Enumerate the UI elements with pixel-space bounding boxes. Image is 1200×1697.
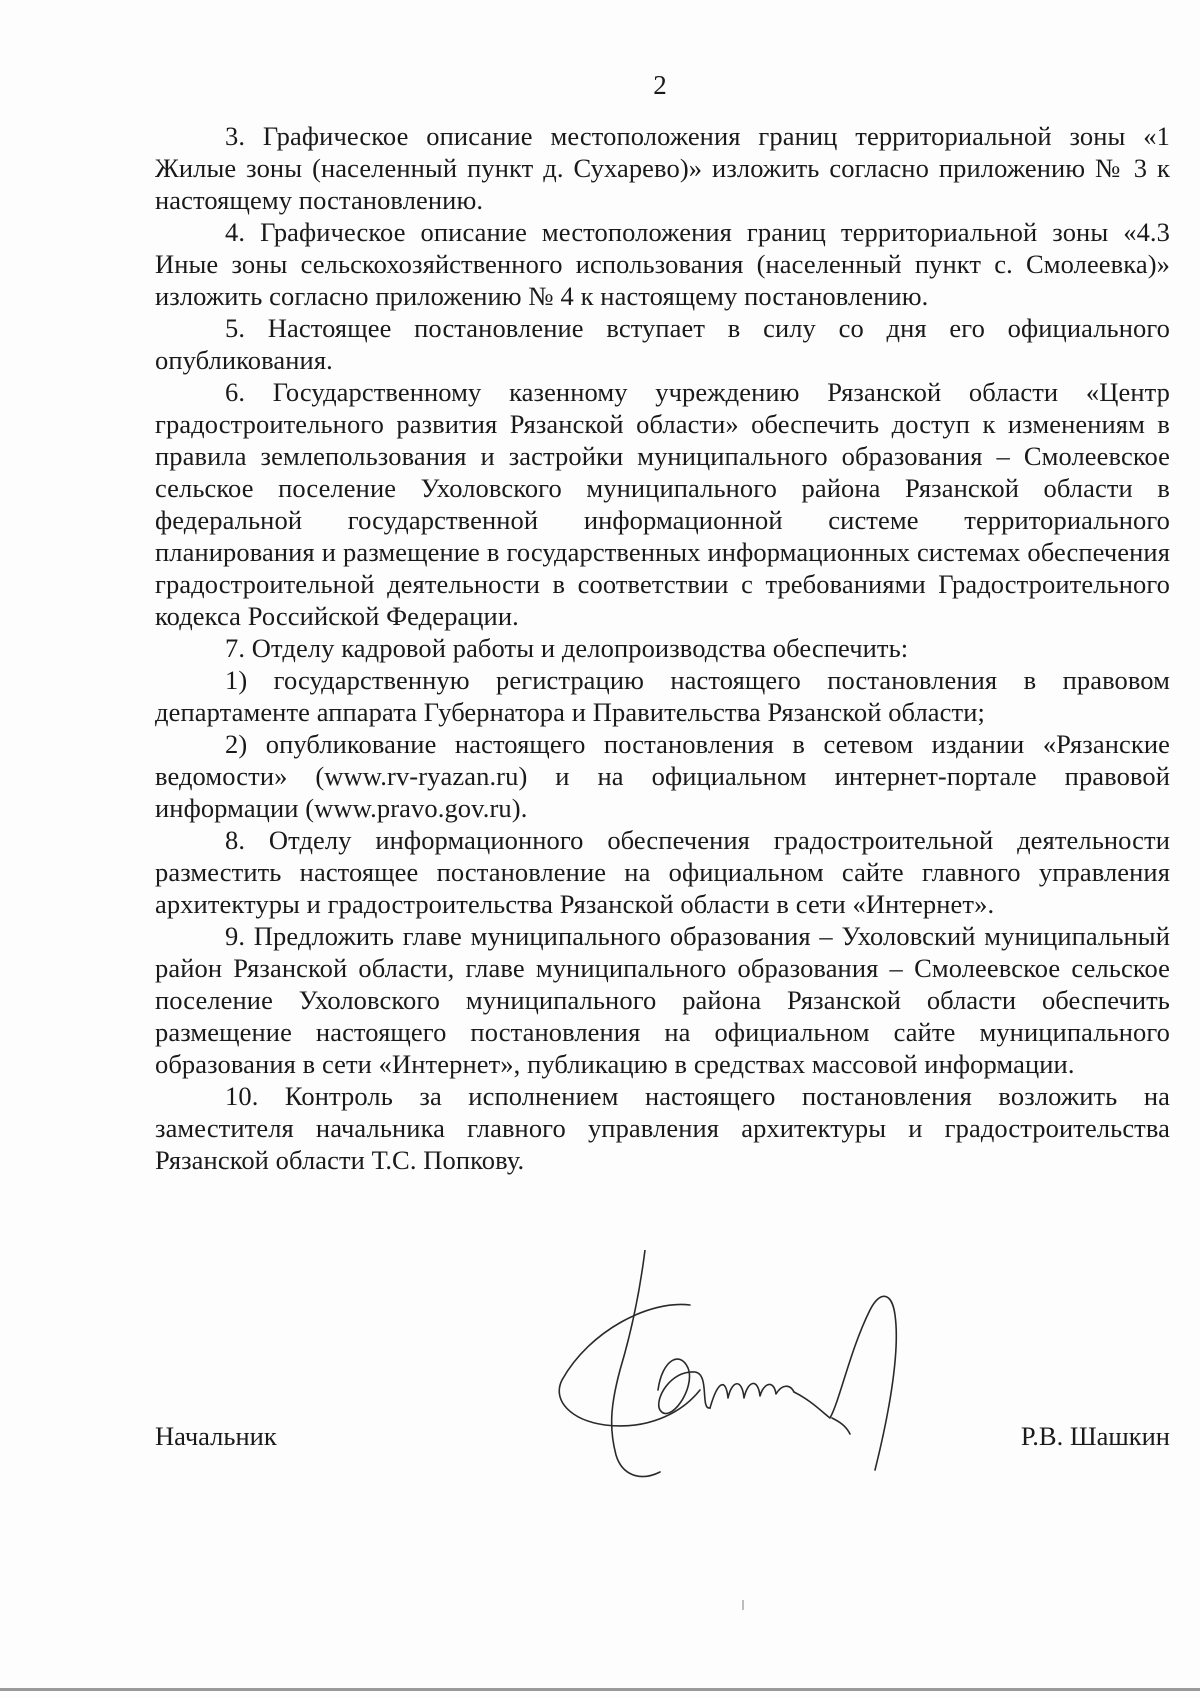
- scan-bottom-edge: [0, 1688, 1200, 1691]
- paragraph-5: 5. Настоящее постановление вступает в силу со дня его официального опубликования.: [155, 313, 1170, 375]
- signatory-title: Начальник: [155, 1421, 277, 1451]
- scan-artifact: [742, 1600, 744, 1610]
- paragraph-4: 4. Графическое описание местоположения границ территориальной зоны «4.3 Иные зоны сельскохозяйственного использования (населенный пункт с. Смолеевка)» изложить согласно приложению № 4 к настоящему постановлению.: [155, 217, 1170, 311]
- paragraph-9: 9. Предложить главе муниципального образования – Ухоловский муниципальный район Рязанской области, главе муниципального образования – Смолеевское сельское поселение Ухоловского муниципального района Рязанской области обеспечить размещение настоящего постановления на официальном сайте муниципального образования в сети «Интернет», публикацию в средствах массовой информации.: [155, 921, 1170, 1079]
- paragraph-10: 10. Контроль за исполнением настоящего постановления возложить на заместителя начальника главного управления архитектуры и градостроительства Рязанской области Т.С. Попкову.: [155, 1081, 1170, 1175]
- paragraph-3: 3. Графическое описание местоположения границ территориальной зоны «1 Жилые зоны (населенный пункт д. Сухарево)» изложить согласно приложению № 3 к настоящему постановлению.: [155, 121, 1170, 215]
- signatory-name: Р.В. Шашкин: [1020, 1421, 1170, 1451]
- paragraph-7-item-1: 1) государственную регистрацию настоящего постановления в правовом департаменте аппарата Губернатора и Правительства Рязанской области;: [155, 665, 1170, 727]
- paragraph-8: 8. Отделу информационного обеспечения градостроительной деятельности разместить настоящее постановление на официальном сайте главного управления архитектуры и градостроительства Рязанской области в сети «Интернет».: [155, 825, 1170, 919]
- signature-block: [155, 1420, 1170, 1480]
- paragraph-7: 7. Отделу кадровой работы и делопроизводства обеспечить:: [225, 633, 909, 663]
- document-body: [155, 120, 1170, 1176]
- page-number: 2: [653, 70, 667, 100]
- paragraph-6: 6. Государственному казенному учреждению Рязанской области «Центр градостроительного развития Рязанской области» обеспечить доступ к изменениям в правила землепользования и застройки муниципального образования – Смолеевское сельское поселение Ухоловского муниципального района Рязанской области в федеральной государственной информационной системе территориального планирования и размещение в государственных информационных системах обеспечения градостроительной деятельности в соответствии с требованиями Градостроительного кодекса Российской Федерации.: [155, 377, 1170, 631]
- paragraph-7-item-2: 2) опубликование настоящего постановления в сетевом издании «Рязанские ведомости» (www.rv-ryazan.ru) и на официальном интернет-портале правовой информации (www.pravo.gov.ru).: [155, 729, 1170, 823]
